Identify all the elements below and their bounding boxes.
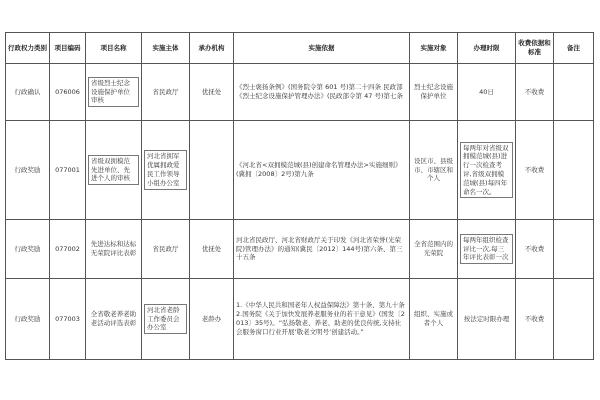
cell-subject: 省民政厅 <box>142 64 190 121</box>
subject-text: 河北省拥军优属拥政爱民工作领导小组办公室 <box>144 150 187 189</box>
cell-basis: 《烈士褒扬条例》(国务院令第 601 号)第二十四条 民政部《烈士纪念设施保护管理办法》(民政部令第 47 号)第七条 <box>234 64 410 121</box>
table-row <box>6 220 594 279</box>
header-name: 项目名称 <box>86 33 142 64</box>
name-text: 省级烈士纪念设施保护单位审核 <box>88 77 139 107</box>
cell-name <box>86 64 142 121</box>
cell-agency: 优抚处 <box>190 64 234 121</box>
cell-basis: 1.《中华人民共和国老年人权益保障法》第十条、第九十条 2.国务院《关于加快发展养老服务业的若干意见》(国发〔2013〕35号)。“弘扬敬老、养老、助老的优良传统,支持社会服务窗口行业开展‘敬老文明号’创建活动。” <box>234 279 410 360</box>
time-limit-text: 每两年组织检查评比一次,每三年评比表彰一次 <box>460 234 513 264</box>
cell-note <box>554 220 594 279</box>
cell-time-limit: 按法定时限办理 <box>458 279 516 360</box>
cell-name <box>86 121 142 220</box>
name-text: 省级双拥模范先进单位、先进个人的审核 <box>88 155 139 185</box>
table-row <box>6 64 594 121</box>
cell-name: 全省敬老养老助老活动评选表彰 <box>86 279 142 360</box>
cell-category: 行政奖励 <box>6 220 50 279</box>
table-row <box>6 121 594 220</box>
cell-agency: 优抚处 <box>190 220 234 279</box>
cell-basis: 《河北省<双拥模范城(县)创建命名管理办法>实施细则》(冀拥〔2008〕2号)第九条 <box>234 121 410 220</box>
time-limit-text: 每两年对省级双拥模范城(县)进行一次检查考评,省级双拥模范城(县)每四年命名一次。 <box>460 142 513 199</box>
cell-note <box>554 64 594 121</box>
authority-table-sheet <box>5 32 593 360</box>
cell-name: 先进达标和达标无荣院评比表彰 <box>86 220 142 279</box>
header-note: 备注 <box>554 33 594 64</box>
cell-time-limit: 40日 <box>458 64 516 121</box>
cell-target: 设区市、县级市、市辖区和个人 <box>410 121 458 220</box>
cell-fee: 不收费 <box>516 279 554 360</box>
subject-text: 河北省老龄工作委员会办公室 <box>144 304 187 334</box>
table-header-row <box>6 33 594 64</box>
cell-note <box>554 279 594 360</box>
cell-subject: 省民政厅 <box>142 220 190 279</box>
header-subject: 实施主体 <box>142 33 190 64</box>
cell-subject <box>142 279 190 360</box>
cell-code: 077003 <box>50 279 86 360</box>
header-code: 项目编码 <box>50 33 86 64</box>
cell-category: 行政奖励 <box>6 121 50 220</box>
cell-basis: 河北省民政厅、河北省财政厅关于印发《河北省荣誉(光荣院)管理办法》的通知(冀民〔2012〕144号)第六条、第三十五条 <box>234 220 410 279</box>
cell-category: 行政确认 <box>6 64 50 121</box>
cell-agency: 老龄办 <box>190 279 234 360</box>
cell-fee: 不收费 <box>516 64 554 121</box>
administrative-authority-table <box>5 32 594 360</box>
cell-target: 全省范围内的光荣院 <box>410 220 458 279</box>
cell-category: 行政奖励 <box>6 279 50 360</box>
cell-subject <box>142 121 190 220</box>
cell-code: 077002 <box>50 220 86 279</box>
header-basis: 实施依据 <box>234 33 410 64</box>
cell-code: 076006 <box>50 64 86 121</box>
header-target: 实施对象 <box>410 33 458 64</box>
header-time-limit: 办理时限 <box>458 33 516 64</box>
table-row <box>6 279 594 360</box>
cell-time-limit <box>458 220 516 279</box>
cell-note <box>554 121 594 220</box>
cell-agency <box>190 121 234 220</box>
header-category: 行政权力类别 <box>6 33 50 64</box>
cell-fee: 不收费 <box>516 121 554 220</box>
header-agency: 承办机构 <box>190 33 234 64</box>
cell-time-limit <box>458 121 516 220</box>
cell-target: 组织、实施或者个人 <box>410 279 458 360</box>
cell-target: 烈士纪念设施保护单位 <box>410 64 458 121</box>
cell-fee: 不收费 <box>516 220 554 279</box>
header-fee: 收费依据和标准 <box>516 33 554 64</box>
cell-code: 077001 <box>50 121 86 220</box>
